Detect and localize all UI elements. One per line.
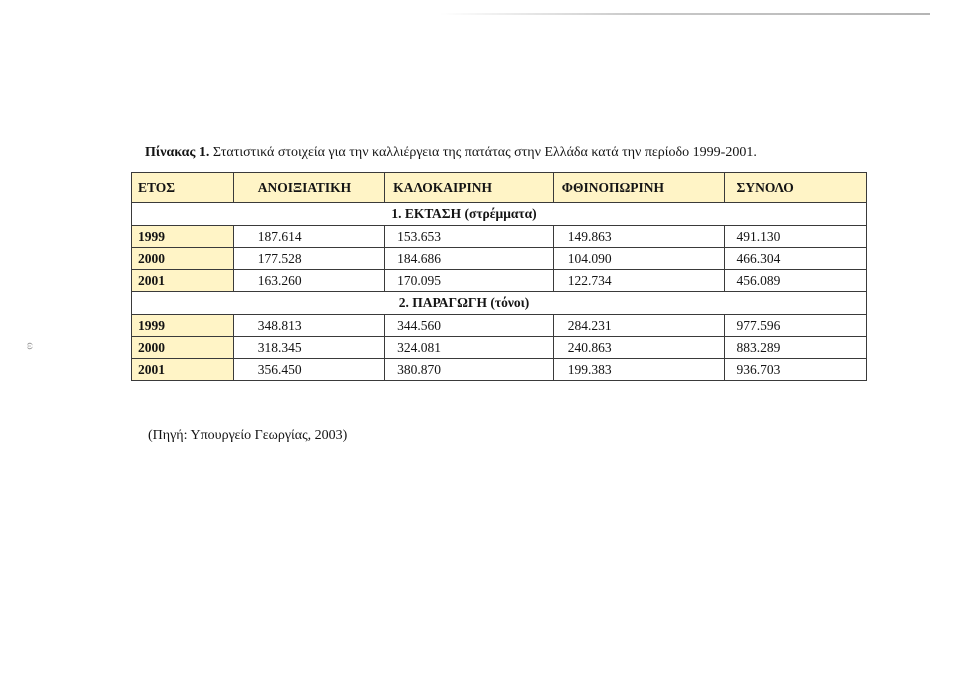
section-title-area-text: 1. ΕΚΤΑΣΗ (στρέμματα) xyxy=(391,206,537,221)
cell-spring: 318.345 xyxy=(233,337,384,359)
cell-total: 977.596 xyxy=(724,315,867,337)
table-row xyxy=(132,270,867,292)
header-autumn: ΦΘΙΝΟΠΩΡΙΝΗ xyxy=(553,173,724,203)
cell-summer: 153.653 xyxy=(385,226,554,248)
caption-label: Πίνακας 1. xyxy=(145,145,210,160)
table-header-row xyxy=(132,173,867,203)
cell-year: 2000 xyxy=(132,248,234,270)
table-row xyxy=(132,337,867,359)
cell-autumn: 149.863 xyxy=(553,226,724,248)
cell-summer: 184.686 xyxy=(385,248,554,270)
cell-spring: 187.614 xyxy=(233,226,384,248)
cell-spring: 356.450 xyxy=(233,359,384,381)
header-year: ΕΤΟΣ xyxy=(132,173,234,203)
cell-year: 2000 xyxy=(132,337,234,359)
cell-autumn: 104.090 xyxy=(553,248,724,270)
cell-spring: 177.528 xyxy=(233,248,384,270)
cell-summer: 324.081 xyxy=(385,337,554,359)
potato-statistics-table xyxy=(131,172,867,381)
cell-autumn: 199.383 xyxy=(553,359,724,381)
cell-autumn: 284.231 xyxy=(553,315,724,337)
header-summer: ΚΑΛΟΚΑΙΡΙΝΗ xyxy=(385,173,554,203)
cell-total: 466.304 xyxy=(724,248,867,270)
table-row xyxy=(132,315,867,337)
table-caption xyxy=(145,145,757,161)
cell-autumn: 122.734 xyxy=(553,270,724,292)
cell-total: 456.089 xyxy=(724,270,867,292)
section-row-production xyxy=(132,292,867,315)
source-note: (Πηγή: Υπουργείο Γεωργίας, 2003) xyxy=(148,428,348,443)
header-spring: ΑΝΟΙΞΙΑΤΙΚΗ xyxy=(233,173,384,203)
cell-year: 2001 xyxy=(132,359,234,381)
cell-total: 491.130 xyxy=(724,226,867,248)
section-row-area xyxy=(132,203,867,226)
table-row xyxy=(132,226,867,248)
scan-artifact-line xyxy=(440,13,930,15)
cell-year: 1999 xyxy=(132,226,234,248)
cell-total: 936.703 xyxy=(724,359,867,381)
table-row xyxy=(132,359,867,381)
caption-text: Στατιστικά στοιχεία για την καλλιέργεια της πατάτας στην Ελλάδα κατά την περίοδο 1999-2001. xyxy=(212,145,757,160)
cell-summer: 344.560 xyxy=(385,315,554,337)
margin-mark: ω xyxy=(24,342,37,350)
section-title-production xyxy=(132,292,867,315)
cell-year: 1999 xyxy=(132,315,234,337)
cell-autumn: 240.863 xyxy=(553,337,724,359)
cell-year: 2001 xyxy=(132,270,234,292)
cell-summer: 170.095 xyxy=(385,270,554,292)
cell-spring: 163.260 xyxy=(233,270,384,292)
cell-spring: 348.813 xyxy=(233,315,384,337)
header-total: ΣΥΝΟΛΟ xyxy=(724,173,867,203)
section-title-production-text: 2. ΠΑΡΑΓΩΓΗ (τόνοι) xyxy=(398,295,530,310)
section-title-area xyxy=(132,203,867,226)
cell-summer: 380.870 xyxy=(385,359,554,381)
cell-total: 883.289 xyxy=(724,337,867,359)
table-row xyxy=(132,248,867,270)
